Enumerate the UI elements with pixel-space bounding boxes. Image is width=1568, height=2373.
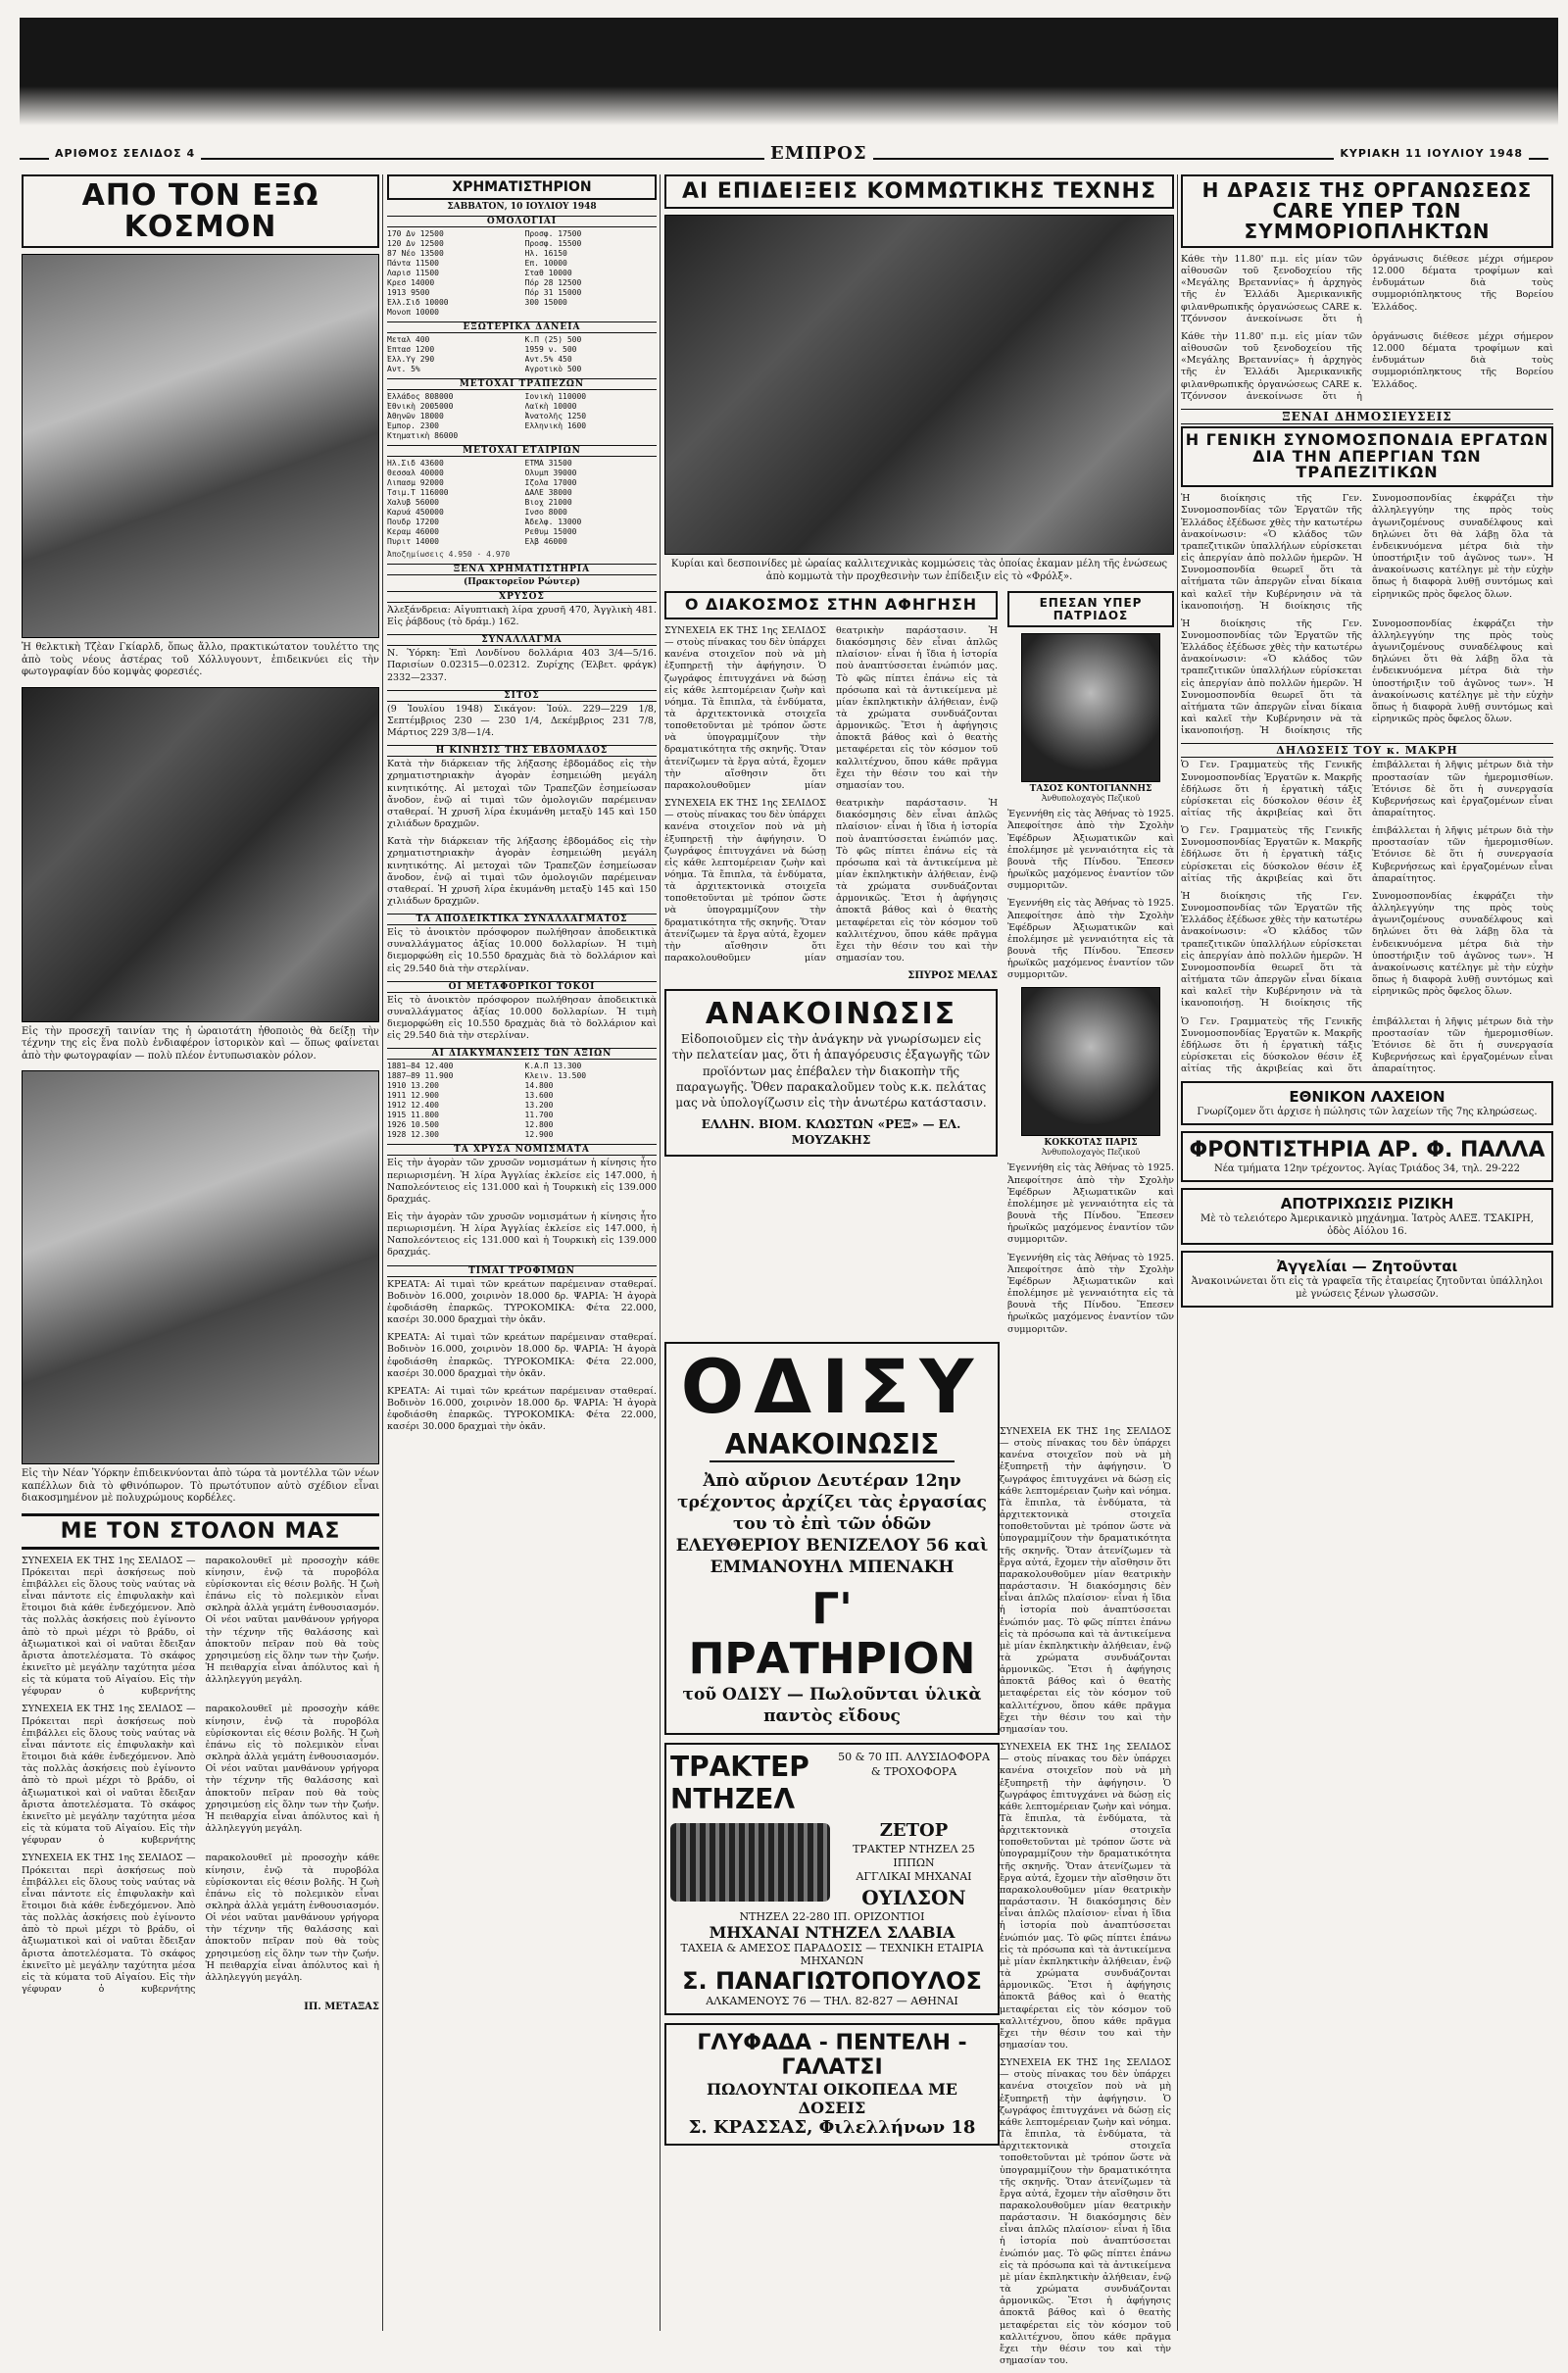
section-weekly-movement: Η ΚΙΝΗΣΙΣ ΤΗΣ ΕΒΔΟΜΑΔΟΣ	[387, 745, 657, 757]
portrait-rank: Ἀνθυπολοχαγὸς Πεζικοῦ	[1041, 794, 1141, 804]
reuters-note: (Πρακτορεῖον Ρώυτερ)	[463, 577, 581, 587]
odisy-subtitle: ΑΝΑΚΟΙΝΩΣΙΣ	[710, 1428, 955, 1462]
section-fx: ΣΥΝΑΛΛΑΓΜΑ	[387, 634, 657, 646]
navy-article: ΣΥΝΕΧΕΙΑ ΕΚ ΤΗΣ 1ης ΣΕΛΙΔΟΣ — Πρόκειται περὶ ἀσκήσεως ποὺ ἐπιβάλλει εἰς ὅλους τοὺς ναύτας νὰ εἶναι πάντοτε εἰς ἐπιφυλακὴν καὶ ἕτοιμοι διὰ κάθε ἐνδεχόμενον. Ἀπὸ τὰς πολλὰς ἀσκήσεις ποὺ ἐγίνοντο ἀπὸ τὸ πρωὶ μέχρι τὸ βράδυ, οἱ ἀξιωματικοὶ καὶ οἱ ναῦται ἔδειξαν ἄριστα ἀποτελέσματα. Τὸ σκάφος ἐκινεῖτο μὲ μεγάλην ταχύτητα μέσα εἰς τὰ κύματα τοῦ Αἰγαίου. Εἰς τὴν γέφυραν ὁ κυβερνήτης παρακολουθεῖ μὲ προσοχὴν κάθε κίνησιν, ἐνῷ τὰ πυροβόλα εὑρίσκονται εἰς θέσιν βολῆς. Ἡ ζωὴ ἐπάνω εἰς τὸ πολεμικὸν εἶναι σκληρὰ ἀλλὰ γεμάτη ἐνθουσιασμόν. Οἱ νέοι ναῦται μανθάνουν γρήγορα τὴν τέχνην τῆς θαλάσσης καὶ ἀποκτοῦν πεῖραν ποὺ θὰ τοὺς χρησιμεύσῃ εἰς ὅλην των τὴν ζωήν. Ἡ πειθαρχία εἶναι ἀπόλυτος καὶ ἡ ἀλληλεγγύη μεγάλη.	[22, 1853, 379, 1996]
column-world	[22, 174, 379, 2020]
ad-tutoring: ΦΡΟΝΤΙΣΤΗΡΙΑ ΑΡ. Φ. ΠΑΛΛΑ Νέα τμήματα 12ην τρέχοντος. Ἀγίας Τριάδος 34, τηλ. 29-222	[1181, 1131, 1553, 1182]
section-value-fluctuations: ΑΙ ΔΙΑΚΥΜΑΝΣΕΙΣ ΤΩΝ ΑΞΙΩΝ	[387, 1048, 657, 1060]
column-rule	[1177, 174, 1178, 2331]
section-transfer-interest: ΟΙ ΜΕΤΑΦΟΡΙΚΟΙ ΤΟΚΟΙ	[387, 981, 657, 993]
portrait-name: ΤΑΣΟΣ ΚΟΝΤΟΓΙΑΝΝΗΣ	[1029, 784, 1152, 795]
weekly-text: Κατὰ τὴν διάρκειαν τῆς λήξασης ἑβδομάδος εἰς τὴν χρηματιστηριακὴν ἀγορὰν ἐσημειώθη μεγάλη κινητικότης. Αἱ μετοχαὶ τῶν Τραπεζῶν ἐσημείωσαν ἄνοδον, ἐνῷ αἱ τιμαὶ τῶν ὁμολογιῶν παρέμειναν σταθεραί. Ἡ χρυσῆ λίρα ἐκυμάνθη μεταξὺ 145 καὶ 150 χιλιάδων δραχμῶν.	[387, 759, 657, 830]
confederation-article: Ἡ διοίκησις τῆς Γεν. Συνομοσπονδίας τῶν Ἐργατῶν τῆς Ἑλλάδος ἐξέδωσε χθὲς τὴν κατωτέρω ἀνακοίνωσιν: «Ὁ κλάδος τῶν τραπεζιτικῶν ὑπαλλήλων εὑρίσκεται εἰς ἀπεργίαν ἀπὸ πολλῶν ἡμερῶν. Ἡ Συνομοσπονδία θεωρεῖ ὅτι τὰ αἰτήματα τῶν ἀπεργῶν εἶναι δίκαια καὶ καλεῖ τὴν Κυβέρνησιν νὰ τὰ ἱκανοποιήσῃ. Ἡ διοίκησις τῆς Συνομοσπονδίας ἐκφράζει τὴν ἀλληλεγγύην της πρὸς τοὺς ἀγωνιζομένους συναδέλφους καὶ δηλώνει ὅτι θὰ λάβῃ ὅλα τὰ ἐνδεικνυόμενα μέτρα διὰ τὴν ὑποστήριξιν τοῦ ἀγῶνος των». Ἡ ἀνακοίνωσις κατέληγε μὲ τὴν εὐχὴν ὅπως ἡ διαφορὰ λυθῇ συντόμως καὶ εἰρηνικῶς πρὸς ὄφελος ὅλων.	[1181, 493, 1553, 612]
fallen-text: Ἐγεννήθη εἰς τὰς Ἀθήνας τὸ 1925. Ἀπεφοίτησε ἀπὸ τὴν Σχολὴν Ἐφέδρων Ἀξιωματικῶν καὶ ἐπολέμησε μὲ γενναιότητα εἰς τὰ βουνὰ τῆς Πίνδου. Ἔπεσεν ἡρωϊκῶς μαχόμενος ἐναντίον τῶν συμμοριτῶν.	[1007, 809, 1174, 892]
confederation-heading: Η ΓΕΝΙΚΗ ΣΥΝΟΜΟΣΠΟΝΔΙΑ ΕΡΓΑΤΩΝ ΔΙΑ ΤΗΝ ΑΠΕΡΓΙΑΝ ΤΩΝ ΤΡΑΠΕΖΙΤΙΚΩΝ	[1181, 426, 1553, 487]
photo-hat	[22, 1070, 379, 1464]
portrait-rank: Ἀνθυπολοχαγὸς Πεζικοῦ	[1041, 1148, 1141, 1158]
section-bank-shares: ΜΕΤΟΧΑΙ ΤΡΑΠΕΖΩΝ	[387, 378, 657, 390]
makris-article: Ὁ Γεν. Γραμματεὺς τῆς Γενικῆς Συνομοσπονδίας Ἐργατῶν κ. Μακρῆς ἐδήλωσε ὅτι ἡ ἐργατικὴ τάξις εὑρίσκεται εἰς δύσκολον θέσιν ἐξ αἰτίας τῆς ἀκριβείας καὶ ὅτι ἐπιβάλλεται ἡ λῆψις μέτρων διὰ τὴν προστασίαν τῶν ἡμερομισθίων. Ἐτόνισε δὲ ὅτι ἡ συνεργασία Κυβερνήσεως καὶ ἐργαζομένων εἶναι ἀπαραίτητος.	[1181, 760, 1553, 819]
world-heading: ΑΠΟ ΤΟΝ ΕΞΩ ΚΟΣΜΟΝ	[22, 174, 379, 248]
confederation-article: Ἡ διοίκησις τῆς Γεν. Συνομοσπονδίας τῶν Ἐργατῶν τῆς Ἑλλάδος ἐξέδωσε χθὲς τὴν κατωτέρω ἀνακοίνωσιν: «Ὁ κλάδος τῶν τραπεζιτικῶν ὑπαλλήλων εὑρίσκεται εἰς ἀπεργίαν ἀπὸ πολλῶν ἡμερῶν. Ἡ Συνομοσπονδία θεωρεῖ ὅτι τὰ αἰτήματα τῶν ἀπεργῶν εἶναι δίκαια καὶ καλεῖ τὴν Κυβέρνησιν νὰ τὰ ἱκανοποιήσῃ. Ἡ διοίκησις τῆς Συνομοσπονδίας ἐκφράζει τὴν ἀλληλεγγύην της πρὸς τοὺς ἀγωνιζομένους συναδέλφους καὶ δηλώνει ὅτι θὰ λάβῃ ὅλα τὰ ἐνδεικνυόμενα μέτρα διὰ τὴν ὑποστήριξιν τοῦ ἀγῶνος των». Ἡ ἀνακοίνωσις κατέληγε μὲ τὴν εὐχὴν ὅπως ἡ διαφορὰ λυθῇ συντόμως καὶ εἰρηνικῶς πρὸς ὄφελος ὅλων.	[1181, 618, 1553, 737]
column-stock-exchange	[387, 174, 657, 1440]
ad-odisy	[664, 1342, 1000, 1736]
issue-date: ΚΥΡΙΑΚΗ 11 ΙΟΥΛΙΟΥ 1948	[1334, 147, 1529, 160]
food-prices-text: ΚΡΕΑΤΑ: Αἱ τιμαὶ τῶν κρεάτων παρέμειναν σταθεραί. Βοδινὸν 16.000, χοιρινὸν 18.000 δρ. ΨΑΡΙΑ: Ἡ ἀγορὰ ἐφοδιάσθη ἐπαρκῶς. ΤΥΡΟΚΟΜΙΚΑ: Φέτα 22.000, κασέρι 30.000 δραχμαὶ τὴν ὀκᾶν.	[387, 1385, 657, 1433]
certificates-text: Εἰς τὸ ἀνοικτὸν πρόσφορον πωλήθησαν ἀποδεικτικὰ συναλλάγματος ἀξίας 10.000 δολλαρίων. Ἡ τιμὴ διεμορφώθη εἰς 10.550 δραχμὰς διὰ τὸ δολλάριον καὶ εἰς 29.540 διὰ τὴν στερλίναν.	[387, 994, 657, 1042]
fallen-text: Ἐγεννήθη εἰς τὰς Ἀθήνας τὸ 1925. Ἀπεφοίτησε ἀπὸ τὴν Σχολὴν Ἐφέδρων Ἀξιωματικῶν καὶ ἐπολέμησε μὲ γενναιότητα εἰς τὰ βουνὰ τῆς Πίνδου. Ἔπεσεν ἡρωϊκῶς μαχόμενος ἐναντίον τῶν συμμοριτῶν.	[1007, 1162, 1174, 1246]
makris-article: Ὁ Γεν. Γραμματεὺς τῆς Γενικῆς Συνομοσπονδίας Ἐργατῶν κ. Μακρῆς ἐδήλωσε ὅτι ἡ ἐργατικὴ τάξις εὑρίσκεται εἰς δύσκολον θέσιν ἐξ αἰτίας τῆς ἀκριβείας καὶ ὅτι ἐπιβάλλεται ἡ λῆψις μέτρων διὰ τὴν προστασίαν τῶν ἡμερομισθίων. Ἐτόνισε δὲ ὅτι ἡ συνεργασία Κυβερνήσεως καὶ ἐργαζομένων εἶναι ἀπαραίτητος.	[1181, 1015, 1553, 1075]
fallen-text: Ἐγεννήθη εἰς τὰς Ἀθήνας τὸ 1925. Ἀπεφοίτησε ἀπὸ τὴν Σχολὴν Ἐφέδρων Ἀξιωματικῶν καὶ ἐπολέμησε μὲ γενναιότητα εἰς τὰ βουνὰ τῆς Πίνδου. Ἔπεσεν ἡρωϊκῶς μαχόμενος ἐναντίον τῶν συμμοριτῶν.	[1007, 1252, 1174, 1335]
fx-text: Ν. Ὑόρκη: Ἐπὶ Λονδίνου δολλάρια 403 3/4—5/16. Παρισίων 0.02315—0.02312. Ζυρίχης (Ἐλβετ. φράγκ) 2332—2337.	[387, 648, 657, 683]
exchange-date: ΣΑΒΒΑΤΟΝ, 10 ΙΟΥΛΙΟΥ 1948	[447, 202, 597, 212]
odisy-footer: τοῦ ΟΔΙΣΥ — Πωλοῦνται ὑλικὰ παντὸς εἴδους	[682, 1685, 982, 1727]
tractor-title: ΤΡΑΚΤΕΡ ΝΤΗΖΕΛ	[670, 1751, 809, 1816]
photo-caption: Εἰς τὴν Νέαν Ὑόρκην ἐπιδεικνύονται ἀπὸ τώρα τὰ μοντέλλα τῶν νέων καπέλλων διὰ τὸ φθινόπωρον. Τὸ πρωτότυπον αὐτὸ σχέδιον εἶναι διακοσμημένον μὲ πολυχρώμους κορδέλες.	[22, 1468, 379, 1504]
navy-heading: ΜΕ ΤΟΝ ΣΤΟΛΟΝ ΜΑΣ	[22, 1513, 379, 1550]
decoration-heading: Ο ΔΙΑΚΟΣΜΟΣ ΣΤΗΝ ΑΦΗΓΗΣΗ	[664, 591, 998, 619]
tractor-english: ΑΓΓΛΙΚΑΙ ΜΗΧΑΝΑΙ	[856, 1870, 972, 1884]
ad-classifieds: Ἀγγελίαι — Ζητοῦνται Ἀνακοινώνεται ὅτι εἰς τὰ γραφεῖα τῆς ἐταιρείας ζητοῦνται ὑπάλληλοι μὲ γνώσεις ξένων γλωσσῶν.	[1181, 1251, 1553, 1308]
exchange-title: ΧΡΗΜΑΤΙΣΤΗΡΙΟΝ	[387, 174, 657, 200]
navy-article: ΣΥΝΕΧΕΙΑ ΕΚ ΤΗΣ 1ης ΣΕΛΙΔΟΣ — Πρόκειται περὶ ἀσκήσεως ποὺ ἐπιβάλλει εἰς ὅλους τοὺς ναύτας νὰ εἶναι πάντοτε εἰς ἐπιφυλακὴν καὶ ἕτοιμοι διὰ κάθε ἐνδεχόμενον. Ἀπὸ τὰς πολλὰς ἀσκήσεις ποὺ ἐγίνοντο ἀπὸ τὸ πρωὶ μέχρι τὸ βράδυ, οἱ ἀξιωματικοὶ καὶ οἱ ναῦται ἔδειξαν ἄριστα ἀποτελέσματα. Τὸ σκάφος ἐκινεῖτο μὲ μεγάλην ταχύτητα μέσα εἰς τὰ κύματα τοῦ Αἰγαίου. Εἰς τὴν γέφυραν ὁ κυβερνήτης παρακολουθεῖ μὲ προσοχὴν κάθε κίνησιν, ἐνῷ τὰ πυροβόλα εὑρίσκονται εἰς θέσιν βολῆς. Ἡ ζωὴ ἐπάνω εἰς τὸ πολεμικὸν εἶναι σκληρὰ ἀλλὰ γεμάτη ἐνθουσιασμόν. Οἱ νέοι ναῦται μανθάνουν γρήγορα τὴν τέχνην τῆς θαλάσσης καὶ ἀποκτοῦν πεῖραν ποὺ θὰ τοὺς χρησιμεύσῃ εἰς ὅλην των τὴν ζωήν. Ἡ πειθαρχία εἶναι ἀπόλυτος καὶ ἡ ἀλληλεγγύη μεγάλη.	[22, 1555, 379, 1698]
portrait-kokkotas	[1021, 987, 1160, 1136]
fallen-text: Ἐγεννήθη εἰς τὰς Ἀθήνας τὸ 1925. Ἀπεφοίτησε ἀπὸ τὴν Σχολὴν Ἐφέδρων Ἀξιωματικῶν καὶ ἐπολέμησε μὲ γενναιότητα εἰς τὰ βουνὰ τῆς Πίνδου. Ἔπεσεν ἡρωϊκῶς μαχόμενος ἐναντίον τῶν συμμοριτῶν.	[1007, 898, 1174, 981]
section-gold: ΧΡΥΣΟΣ	[387, 591, 657, 603]
section-gold-coins: ΤΑ ΧΡΥΣΑ ΝΟΜΙΣΜΑΤΑ	[387, 1144, 657, 1156]
hairdressing-heading: ΑΙ ΕΠΙΔΕΙΞΕΙΣ ΚΟΜΜΩΤΙΚΗΣ ΤΕΧΝΗΣ	[664, 174, 1174, 209]
tractor-illustration	[670, 1823, 830, 1902]
land-title: ΓΛΥΦΑΔΑ - ΠΕΝΤΕΛΗ - ΓΑΛΑΤΣΙ	[697, 2030, 967, 2080]
loans-table: Μεταλ 400 Ἑπτασ 1200 Ἑλλ.Υγ 290 Αντ. 5% Κ.Π (25) 500 1959 ν. 500 Αντ.5% 450 Αγροτικὸ 500	[387, 335, 582, 373]
odisy-body: Ἀπὸ αὔριον Δευτέραν 12ην τρέχοντος ἀρχίζει τὰς ἐργασίας του τὸ ἐπὶ τῶν ὁδῶν ΕΛΕΥΘΕΡΙΟΥ ΒΕΝΙΖΕΛΟΥ 56 καὶ ΕΜΜΑΝΟΥΗΛ ΜΠΕΝΑΚΗ	[675, 1470, 989, 1578]
certificates-text: Εἰς τὸ ἀνοικτὸν πρόσφορον πωλήθησαν ἀποδεικτικὰ συναλλάγματος ἀξίας 10.000 δολλαρίων. Ἡ τιμὴ διεμορφώθη εἰς 10.550 δραχμὰς διὰ τὸ δολλάριον καὶ εἰς 29.540 διὰ τὴν στερλίναν.	[387, 927, 657, 974]
ad-hair-removal: ΑΠΟΤΡΙΧΩΣΙΣ ΡΙΖΙΚΗ Μὲ τὸ τελειότερο Ἀμερικανικὸ μηχάνημα. Ἰατρὸς ΑΛΕΞ. ΤΣΑΚΙΡΗ, ὁδὸς Αἰόλου 16.	[1181, 1188, 1553, 1245]
odisy-title: ΟΔΙΣΥ	[680, 1342, 984, 1430]
section-food-prices: ΤΙΜΑΙ ΤΡΟΦΙΜΩΝ	[387, 1265, 657, 1277]
compensation-row: Ἀποζημίωσεις 4.950 · 4.970	[387, 550, 511, 559]
portrait-kontogiannis	[1021, 633, 1160, 782]
values-table: 1881—84 12.400 1887—89 11.900 1910 13.200 1911 12.900 1912 12.400 1915 11.800 1926 10.500 1928 12.300 Κ.Α.Π 13.300 Κλειν. 13.500 14.800 13.600 13.200 11.700 12.800 12.900	[387, 1062, 587, 1140]
ad-lottery: ΕΘΝΙΚΟΝ ΛΑΧΕΙΟΝ Γνωρίζομεν ὅτι ἀρχισε ἡ πώλησις τῶν λαχείων τῆς 7ης κληρώσεως.	[1181, 1081, 1553, 1125]
weekly-text: Κατὰ τὴν διάρκειαν τῆς λήξασης ἑβδομάδος εἰς τὴν χρηματιστηριακὴν ἀγορὰν ἐσημειώθη μεγάλη κινητικότης. Αἱ μετοχαὶ τῶν Τραπεζῶν ἐσημείωσαν ἄνοδον, ἐνῷ αἱ τιμαὶ τῶν ὁμολογιῶν παρέμειναν σταθεραί. Ἡ χρυσῆ λίρα ἐκυμάνθη μεταξὺ 145 καὶ 150 χιλιάδων δραχμῶν.	[387, 836, 657, 907]
column-center-right	[1000, 1426, 1171, 2373]
photo-scene	[22, 687, 379, 1022]
foreign-press-heading: ΞΕΝΑΙ ΔΗΜΟΣΙΕΥΣΕΙΣ	[1181, 409, 1553, 424]
tractor-models: 50 & 70 ΙΠ. ΑΛΥΣΙΔΟΦΟΡΑ & ΤΡΟΧΟΦΟΡΑ	[838, 1751, 990, 1778]
tractor-diesel: ΝΤΗΖΕΛ 22-280 ΙΠ. ΟΡΙΖΟΝΤΙΟΙ	[739, 1909, 925, 1923]
column-right	[1181, 174, 1553, 1313]
tractor-wilson: ΟΥΙΛΣΟΝ	[861, 1885, 966, 1909]
photo-hairdressing	[664, 215, 1174, 555]
tractor-slavia: ΜΗΧΑΝΑΙ ΝΤΗΖΕΛ ΣΛΑΒΙΑ	[709, 1922, 956, 1942]
wheat-text: (9 Ἰουλίου 1948) Σικάγον: Ἰούλ. 229—229 1/8, Σεπτέμβριος 230 — 230 1/4, Δεκέμβριος 231 7/8, Μάρτιος 229 3/8—1/4.	[387, 703, 657, 739]
food-prices-text: ΚΡΕΑΤΑ: Αἱ τιμαὶ τῶν κρεάτων παρέμειναν σταθεραί. Βοδινὸν 16.000, χοιρινὸν 18.000 δρ. ΨΑΡΙΑ: Ἡ ἀγορὰ ἐφοδιάσθη ἐπαρκῶς. ΤΥΡΟΚΟΜΙΚΑ: Φέτα 22.000, κασέρι 30.000 δραχμαὶ τὴν ὀκᾶν.	[387, 1278, 657, 1326]
scan-top-band	[20, 18, 1558, 125]
page-number: ΑΡΙΘΜΟΣ ΣΕΛΙΔΟΣ 4	[49, 147, 201, 160]
navy-signature: ΙΠ. ΜΕΤΑΞΑΣ	[304, 2002, 379, 2013]
masthead	[20, 143, 1548, 167]
care-heading: Η ΔΡΑΣΙΣ ΤΗΣ ΟΡΓΑΝΩΣΕΩΣ CARE ΥΠΕΡ ΤΩΝ ΣΥΜΜΟΡΙΟΠΛΗΚΤΩΝ	[1181, 174, 1553, 248]
rex-body: Εἰδοποιοῦμεν εἰς τὴν ἀνάγκην νὰ γνωρίσωμεν εἰς τὴν πελατείαν μας, ὅτι ἡ ἀπαγόρευσις ἐξαγωγῆς τῶν προϊόντων μας ἐπέβαλεν τὴν διακοπὴν τῆς παραγωγῆς. Ὅθεν παρακαλοῦμεν τοὺς κ.κ. πελάτας μας νὰ ὑπολογίζωσιν εἰς τὴν ἀνωτέρω κατάστασιν.	[671, 1032, 991, 1111]
announcement-rex: ΑΝΑΚΟΙΝΩΣΙΣ Εἰδοποιοῦμεν εἰς τὴν ἀνάγκην νὰ γνωρίσωμεν εἰς τὴν πελατείαν μας, ὅτι ἡ ἀπαγόρευσις ἐξαγωγῆς τῶν προϊόντων μας ἐπέβαλεν τὴν διακοπὴν τῆς παραγωγῆς. Ὅθεν παρακαλοῦμεν τοὺς κ.κ. πελάτας μας νὰ ὑπολογίζωσιν εἰς τὴν ἀνωτέρω κατάστασιν. ΕΛΛΗΝ. ΒΙΟΜ. ΚΛΩΣΤΩΝ «ΡΕΞ» — ΕΛ. ΜΟΥΖΑΚΗΣ	[664, 989, 998, 1156]
ad-land	[664, 2023, 1000, 2146]
ad-tractor	[664, 1743, 1000, 2014]
food-prices-text: ΚΡΕΑΤΑ: Αἱ τιμαὶ τῶν κρεάτων παρέμειναν σταθεραί. Βοδινὸν 16.000, χοιρινὸν 18.000 δρ. ΨΑΡΙΑ: Ἡ ἀγορὰ ἐφοδιάσθη ἐπαρκῶς. ΤΥΡΟΚΟΜΙΚΑ: Φέτα 22.000, κασέρι 30.000 δραχμαὶ τὴν ὀκᾶν.	[387, 1332, 657, 1379]
hairdressing-caption: Κυρίαι καὶ δεσποινίδες μὲ ὡραίας καλλιτεχνικὰς κομμώσεις τὰς ὁποίας ἐκαμαν μέλη τῆς ἑνώσεως ἀπὸ κομμωτὰ τὴν προχθεσινὴν των ἐπίδειξιν εἰς τὸ «Φρόλξ».	[670, 559, 1168, 582]
gold-text: Ἀλεξάνδρεια: Αἰγυπτιακὴ λίρα χρυσῆ 470, Ἀγγλικὴ 481. Εἰς ῥάβδους (τὸ δράμ.) 162.	[387, 605, 657, 628]
decoration-article: ΣΥΝΕΧΕΙΑ ΕΚ ΤΗΣ 1ης ΣΕΛΙΔΟΣ — στοὺς πίνακας του δὲν ὑπάρχει κανένα στοιχεῖον ποὺ νὰ μὴ ἐξυπηρετῇ τὴν ἀφήγησιν. Ὁ ζωγράφος ἐπιτυγχάνει νὰ δώσῃ εἰς κάθε λεπτομέρειαν ζωὴν καὶ νόημα. Τὰ ἔπιπλα, τὰ ἐνδύματα, τὰ ἀρχιτεκτονικὰ στοιχεῖα τοποθετοῦνται μὲ τρόπον ὥστε νὰ ὑπογραμμίζουν τὴν δραματικότητα τῆς σκηνῆς. Ὅταν ἀτενίζωμεν τὰ ἔργα αὐτά, ἔχομεν τὴν αἴσθησιν ὅτι παρακολουθοῦμεν μίαν θεατρικὴν παράστασιν. Ἡ διακόσμησις δὲν εἶναι ἁπλῶς πλαίσιον· εἶναι ἡ ἴδια ἡ ἱστορία ποὺ ἀναπτύσσεται ἐνώπιόν μας. Τὸ φῶς πίπτει ἐπάνω εἰς τὰ πρόσωπα καὶ τὰ ἀντικείμενα μὲ μίαν ἐκπληκτικὴν ἀλήθειαν, ἐνῷ τὰ χρώματα συνδυάζονται ἁρμονικῶς. Ἔτσι ἡ ἀφήγησις ἀποκτᾶ βάθος καὶ ὁ θεατὴς μεταφέρεται εἰς τὸν κόσμον τοῦ καλλιτέχνου, ὅπου κάθε πρᾶγμα ἔχει τὴν θέσιν του καὶ τὴν σημασίαν του.	[1000, 1426, 1171, 1735]
rex-signature: ΕΛΛΗΝ. ΒΙΟΜ. ΚΛΩΣΤΩΝ «ΡΕΞ» — ΕΛ. ΜΟΥΖΑΚΗΣ	[701, 1117, 961, 1148]
makris-article: Ἡ διοίκησις τῆς Γεν. Συνομοσπονδίας τῶν Ἐργατῶν τῆς Ἑλλάδος ἐξέδωσε χθὲς τὴν κατωτέρω ἀνακοίνωσιν: «Ὁ κλάδος τῶν τραπεζιτικῶν ὑπαλλήλων εὑρίσκεται εἰς ἀπεργίαν ἀπὸ πολλῶν ἡμερῶν. Ἡ Συνομοσπονδία θεωρεῖ ὅτι τὰ αἰτήματα τῶν ἀπεργῶν εἶναι δίκαια καὶ καλεῖ τὴν Κυβέρνησιν νὰ τὰ ἱκανοποιήσῃ. Ἡ διοίκησις τῆς Συνομοσπονδίας ἐκφράζει τὴν ἀλληλεγγύην της πρὸς τοὺς ἀγωνιζομένους συναδέλφους καὶ δηλώνει ὅτι θὰ λάβῃ ὅλα τὰ ἐνδεικνυόμενα μέτρα διὰ τὴν ὑποστήριξιν τοῦ ἀγῶνος των». Ἡ ἀνακοίνωσις κατέληγε μὲ τὴν εὐχὴν ὅπως ἡ διαφορὰ λυθῇ συντόμως καὶ εἰρηνικῶς πρὸς ὄφελος ὅλων.	[1181, 890, 1553, 1010]
photo-caption: Ἡ θελκτικὴ Τζὲαν Γκίαρλδ, ὅπως ἄλλο, πρακτικώτατον τουλέττο της ἀπὸ τοὺς νέους ἀστέρας τοῦ Χόλλυγουντ, ἐπιδεικνύει εἰς τὴν φωτογραφίαν δύο κομψὰς φορεσιές.	[22, 642, 379, 677]
care-article: Κάθε τὴν 11.80' π.μ. εἰς μίαν τῶν αἰθουσῶν τοῦ ξενοδοχείου τῆς «Μεγάλης Βρεταννίας» ἡ ἀρχηγὸς τῆς ἐν Ἑλλάδι Ἀμερικανικῆς φιλανθρωπικῆς ὀργανώσεως CARE κ. Τζόννσον ἀνεκοίνωσε ὅτι ἡ ὀργάνωσις διέθεσε μέχρι σήμερον 12.000 δέματα τροφίμων καὶ ἐνδυμάτων διὰ τοὺς συμμοριόπληκτους τῆς Βορείου Ἑλλάδος.	[1181, 254, 1553, 324]
land-subtitle: ΠΩΛΟΥΝΤΑΙ ΟΙΚΟΠΕΔΑ ΜΕ ΔΟΣΕΙΣ	[707, 2079, 957, 2117]
decoration-signature: ΣΠΥΡΟΣ ΜΕΛΑΣ	[907, 970, 998, 982]
bank-shares-table: Ἑλλάδος 808000 Ἐθνικὴ 2005000 Ἀθηνῶν 18000 Ἐμπορ. 2300 Κτηματικὴ 86000 Ἰονικὴ 110000 Λαϊκὴ 10000 Ἀνατολῆς 1250 Ἑλληνικὴ 1600	[387, 392, 587, 440]
section-wheat: ΣΙΤΟΣ	[387, 690, 657, 702]
odisy-store: Γ' ΠΡΑΤΗΡΙΟΝ	[688, 1584, 976, 1685]
section-company-shares: ΜΕΤΟΧΑΙ ΕΤΑΙΡΙΩΝ	[387, 445, 657, 457]
decoration-article: ΣΥΝΕΧΕΙΑ ΕΚ ΤΗΣ 1ης ΣΕΛΙΔΟΣ — στοὺς πίνακας του δὲν ὑπάρχει κανένα στοιχεῖον ποὺ νὰ μὴ ἐξυπηρετῇ τὴν ἀφήγησιν. Ὁ ζωγράφος ἐπιτυγχάνει νὰ δώσῃ εἰς κάθε λεπτομέρειαν ζωὴν καὶ νόημα. Τὰ ἔπιπλα, τὰ ἐνδύματα, τὰ ἀρχιτεκτονικὰ στοιχεῖα τοποθετοῦνται μὲ τρόπον ὥστε νὰ ὑπογραμμίζουν τὴν δραματικότητα τῆς σκηνῆς. Ὅταν ἀτενίζωμεν τὰ ἔργα αὐτά, ἔχομεν τὴν αἴσθησιν ὅτι παρακολουθοῦμεν μίαν θεατρικὴν παράστασιν. Ἡ διακόσμησις δὲν εἶναι ἁπλῶς πλαίσιον· εἶναι ἡ ἴδια ἡ ἱστορία ποὺ ἀναπτύσσεται ἐνώπιόν μας. Τὸ φῶς πίπτει ἐπάνω εἰς τὰ πρόσωπα καὶ τὰ ἀντικείμενα μὲ μίαν ἐκπληκτικὴν ἀλήθειαν, ἐνῷ τὰ χρώματα συνδυάζονται ἁρμονικῶς. Ἔτσι ἡ ἀφήγησις ἀποκτᾶ βάθος καὶ ὁ θεατὴς μεταφέρεται εἰς τὸν κόσμον τοῦ καλλιτέχνου, ὅπου κάθε πρᾶγμα ἔχει τὴν θέσιν του καὶ τὴν σημασίαν του.	[664, 798, 998, 964]
newspaper-title: ΕΜΠΡΟΣ	[764, 143, 873, 164]
gold-coins-text: Εἰς τὴν ἀγορὰν τῶν χρυσῶν νομισμάτων ἡ κίνησις ἦτο περιωρισμένη. Ἡ λίρα Ἀγγλίας ἐκλείσε εἰς 147.000, ἡ Ναπολεόντειος εἰς 131.000 καὶ ἡ Τουρκικὴ εἰς 139.000 δραχμάς.	[387, 1158, 657, 1205]
section-bonds: ΟΜΟΛΟΓΙΑΙ	[387, 216, 657, 227]
decoration-article: ΣΥΝΕΧΕΙΑ ΕΚ ΤΗΣ 1ης ΣΕΛΙΔΟΣ — στοὺς πίνακας του δὲν ὑπάρχει κανένα στοιχεῖον ποὺ νὰ μὴ ἐξυπηρετῇ τὴν ἀφήγησιν. Ὁ ζωγράφος ἐπιτυγχάνει νὰ δώσῃ εἰς κάθε λεπτομέρειαν ζωὴν καὶ νόημα. Τὰ ἔπιπλα, τὰ ἐνδύματα, τὰ ἀρχιτεκτονικὰ στοιχεῖα τοποθετοῦνται μὲ τρόπον ὥστε νὰ ὑπογραμμίζουν τὴν δραματικότητα τῆς σκηνῆς. Ὅταν ἀτενίζωμεν τὰ ἔργα αὐτά, ἔχομεν τὴν αἴσθησιν ὅτι παρακολουθοῦμεν μίαν θεατρικὴν παράστασιν. Ἡ διακόσμησις δὲν εἶναι ἁπλῶς πλαίσιον· εἶναι ἡ ἴδια ἡ ἱστορία ποὺ ἀναπτύσσεται ἐνώπιόν μας. Τὸ φῶς πίπτει ἐπάνω εἰς τὰ πρόσωπα καὶ τὰ ἀντικείμενα μὲ μίαν ἐκπληκτικὴν ἀλήθειαν, ἐνῷ τὰ χρώματα συνδυάζονται ἁρμονικῶς. Ἔτσι ἡ ἀφήγησις ἀποκτᾶ βάθος καὶ ὁ θεατὴς μεταφέρεται εἰς τὸν κόσμον τοῦ καλλιτέχνου, ὅπου κάθε πρᾶγμα ἔχει τὴν θέσιν του καὶ τὴν σημασίαν του.	[1000, 2057, 1171, 2367]
column-rule	[382, 174, 383, 2331]
makris-heading: ΔΗΛΩΣΕΙΣ ΤΟΥ κ. ΜΑΚΡΗ	[1181, 743, 1553, 758]
section-fx-certificates: ΤΑ ΑΠΟΔΕΙΚΤΙΚΑ ΣΥΝΑΛΛΑΓΜΑΤΟΣ	[387, 914, 657, 925]
decoration-article: ΣΥΝΕΧΕΙΑ ΕΚ ΤΗΣ 1ης ΣΕΛΙΔΟΣ — στοὺς πίνακας του δὲν ὑπάρχει κανένα στοιχεῖον ποὺ νὰ μὴ ἐξυπηρετῇ τὴν ἀφήγησιν. Ὁ ζωγράφος ἐπιτυγχάνει νὰ δώσῃ εἰς κάθε λεπτομέρειαν ζωὴν καὶ νόημα. Τὰ ἔπιπλα, τὰ ἐνδύματα, τὰ ἀρχιτεκτονικὰ στοιχεῖα τοποθετοῦνται μὲ τρόπον ὥστε νὰ ὑπογραμμίζουν τὴν δραματικότητα τῆς σκηνῆς. Ὅταν ἀτενίζωμεν τὰ ἔργα αὐτά, ἔχομεν τὴν αἴσθησιν ὅτι παρακολουθοῦμεν μίαν θεατρικὴν παράστασιν. Ἡ διακόσμησις δὲν εἶναι ἁπλῶς πλαίσιον· εἶναι ἡ ἴδια ἡ ἱστορία ποὺ ἀναπτύσσεται ἐνώπιόν μας. Τὸ φῶς πίπτει ἐπάνω εἰς τὰ πρόσωπα καὶ τὰ ἀντικείμενα μὲ μίαν ἐκπληκτικὴν ἀλήθειαν, ἐνῷ τὰ χρώματα συνδυάζονται ἁρμονικῶς. Ἔτσι ἡ ἀφήγησις ἀποκτᾶ βάθος καὶ ὁ θεατὴς μεταφέρεται εἰς τὸν κόσμον τοῦ καλλιτέχνου, ὅπου κάθε πρᾶγμα ἔχει τὴν θέσιν του καὶ τὴν σημασίαν του.	[1000, 1742, 1171, 2051]
decoration-article: ΣΥΝΕΧΕΙΑ ΕΚ ΤΗΣ 1ης ΣΕΛΙΔΟΣ — στοὺς πίνακας του δὲν ὑπάρχει κανένα στοιχεῖον ποὺ νὰ μὴ ἐξυπηρετῇ τὴν ἀφήγησιν. Ὁ ζωγράφος ἐπιτυγχάνει νὰ δώσῃ εἰς κάθε λεπτομέρειαν ζωὴν καὶ νόημα. Τὰ ἔπιπλα, τὰ ἐνδύματα, τὰ ἀρχιτεκτονικὰ στοιχεῖα τοποθετοῦνται μὲ τρόπον ὥστε νὰ ὑπογραμμίζουν τὴν δραματικότητα τῆς σκηνῆς. Ὅταν ἀτενίζωμεν τὰ ἔργα αὐτά, ἔχομεν τὴν αἴσθησιν ὅτι παρακολουθοῦμεν μίαν θεατρικὴν παράστασιν. Ἡ διακόσμησις δὲν εἶναι ἁπλῶς πλαίσιον· εἶναι ἡ ἴδια ἡ ἱστορία ποὺ ἀναπτύσσεται ἐνώπιόν μας. Τὸ φῶς πίπτει ἐπάνω εἰς τὰ πρόσωπα καὶ τὰ ἀντικείμενα μὲ μίαν ἐκπληκτικὴν ἀλήθειαν, ἐνῷ τὰ χρώματα συνδυάζονται ἁρμονικῶς. Ἔτσι ἡ ἀφήγησις ἀποκτᾶ βάθος καὶ ὁ θεατὴς μεταφέρεται εἰς τὸν κόσμον τοῦ καλλιτέχνου, ὅπου κάθε πρᾶγμα ἔχει τὴν θέσιν του καὶ τὴν σημασίαν του.	[664, 624, 998, 791]
makris-article: Ὁ Γεν. Γραμματεὺς τῆς Γενικῆς Συνομοσπονδίας Ἐργατῶν κ. Μακρῆς ἐδήλωσε ὅτι ἡ ἐργατικὴ τάξις εὑρίσκεται εἰς δύσκολον θέσιν ἐξ αἰτίας τῆς ἀκριβείας καὶ ὅτι ἐπιβάλλεται ἡ λῆψις μέτρων διὰ τὴν προστασίαν τῶν ἡμερομισθίων. Ἐτόνισε δὲ ὅτι ἡ συνεργασία Κυβερνήσεως καὶ ἐργαζομένων εἶναι ἀπαραίτητος.	[1181, 825, 1553, 884]
tractor-brand: ΖΕΤΟΡ	[879, 1820, 949, 1842]
tractor-spec: ΤΡΑΚΤΕΡ ΝΤΗΖΕΛ 25 ΙΠΠΩΝ	[853, 1842, 975, 1869]
navy-article: ΣΥΝΕΧΕΙΑ ΕΚ ΤΗΣ 1ης ΣΕΛΙΔΟΣ — Πρόκειται περὶ ἀσκήσεως ποὺ ἐπιβάλλει εἰς ὅλους τοὺς ναύτας νὰ εἶναι πάντοτε εἰς ἐπιφυλακὴν καὶ ἕτοιμοι διὰ κάθε ἐνδεχόμενον. Ἀπὸ τὰς πολλὰς ἀσκήσεις ποὺ ἐγίνοντο ἀπὸ τὸ πρωὶ μέχρι τὸ βράδυ, οἱ ἀξιωματικοὶ καὶ οἱ ναῦται ἔδειξαν ἄριστα ἀποτελέσματα. Τὸ σκάφος ἐκινεῖτο μὲ μεγάλην ταχύτητα μέσα εἰς τὰ κύματα τοῦ Αἰγαίου. Εἰς τὴν γέφυραν ὁ κυβερνήτης παρακολουθεῖ μὲ προσοχὴν κάθε κίνησιν, ἐνῷ τὰ πυροβόλα εὑρίσκονται εἰς θέσιν βολῆς. Ἡ ζωὴ ἐπάνω εἰς τὸ πολεμικὸν εἶναι σκληρὰ ἀλλὰ γεμάτη ἐνθουσιασμόν. Οἱ νέοι ναῦται μανθάνουν γρήγορα τὴν τέχνην τῆς θαλάσσης καὶ ἀποκτοῦν πεῖραν ποὺ θὰ τοὺς χρησιμεύσῃ εἰς ὅλην των τὴν ζωήν. Ἡ πειθαρχία εἶναι ἀπόλυτος καὶ ἡ ἀλληλεγγύη μεγάλη.	[22, 1704, 379, 1847]
tractor-address: ΑΛΚΑΜΕΝΟΥΣ 76 — ΤΗΛ. 82-827 — ΑΘΗΝΑΙ	[706, 1994, 958, 2007]
photo-caption: Εἰς τὴν προσεχῆ ταινίαν της ἡ ὡραιοτάτη ἠθοποιὸς θὰ δείξῃ τὴν τέχνην της εἰς ἕνα πολὺ ἐνδιαφέρον ἱστορικὸν καὶ — ὅπως φαίνεται ἀπὸ τὴν φωτογραφίαν — πολὺ πλέον ἐντυπωσιακὸν ρόλον.	[22, 1025, 379, 1062]
land-name: Σ. ΚΡΑΣΣΑΣ, Φιλελλήνων 18	[688, 2116, 976, 2138]
gold-coins-text: Εἰς τὴν ἀγορὰν τῶν χρυσῶν νομισμάτων ἡ κίνησις ἦτο περιωρισμένη. Ἡ λίρα Ἀγγλίας ἐκλείσε εἰς 147.000, ἡ Ναπολεόντειος εἰς 131.000 καὶ ἡ Τουρκικὴ εἰς 139.000 δραχμάς.	[387, 1211, 657, 1259]
bonds-table: 170 Δν 12500 120 Δν 12500 87 Νέο 13500 Πάντα 11500 Λαρισ 11500 Κρεσ 14000 1913 9500 Ἑλλ.Σιδ 10000 Μονοπ 10000 Προσφ. 17500 Προσφ. 15500 Ἠλ. 16150 Ἐπ. 10000 Σταθ 10000 Πόρ 28 12500 Πόρ 31 15000 300 15000	[387, 229, 582, 317]
photo-actress	[22, 254, 379, 638]
section-foreign-loans: ΕΞΩΤΕΡΙΚΑ ΔΑΝΕΙΑ	[387, 321, 657, 333]
company-shares-table: Ἠλ.Σιδ 43600 Θεσσαλ 40000 Λιπασμ 92000 Τσιμ.Τ 116000 Χαλυβ 56000 Καρυά 450000 Πουδρ 17200 Κεραμ 46000 Πυριτ 14000 ΕΤΜΑ 31500 Ὀλυμπ 39000 Ἰζολα 17000 ΔΑΛΕ 38000 Βιοχ 21000 Ἰνσο 8000 Ἀδελφ. 13000 Ρεθυμ 15000 Ἐλβ 46000	[387, 459, 582, 546]
portrait-name: ΚΟΚΚΟΤΑΣ ΠΑΡΙΣ	[1044, 1138, 1138, 1149]
care-article: Κάθε τὴν 11.80' π.μ. εἰς μίαν τῶν αἰθουσῶν τοῦ ξενοδοχείου τῆς «Μεγάλης Βρεταννίας» ἡ ἀρχηγὸς τῆς ἐν Ἑλλάδι Ἀμερικανικῆς φιλανθρωπικῆς ὀργανώσεως CARE κ. Τζόννσον ἀνεκοίνωσε ὅτι ἡ ὀργάνωσις διέθεσε μέχρι σήμερον 12.000 δέματα τροφίμων καὶ ἐνδυμάτων διὰ τοὺς συμμοριόπληκτους τῆς Βορείου Ἑλλάδος.	[1181, 330, 1553, 402]
column-rule	[660, 174, 661, 2331]
tractor-company: Σ. ΠΑΝΑΓΙΩΤΟΠΟΥΛΟΣ	[682, 1966, 982, 1995]
fallen-heading: ΕΠΕΣΑΝ ΥΠΕΡ ΠΑΤΡΙΔΟΣ	[1007, 591, 1174, 627]
tractor-delivery: ΤΑΧΕΙΑ & ΑΜΕΣΟΣ ΠΑΡΑΔΟΣΙΣ — ΤΕΧΝΙΚΗ ΕΤΑΙΡΙΑ ΜΗΧΑΝΩΝ	[680, 1941, 984, 1967]
section-foreign-exchanges: ΞΕΝΑ ΧΡΗΜΑΤΙΣΤΗΡΙΑ	[387, 564, 657, 575]
